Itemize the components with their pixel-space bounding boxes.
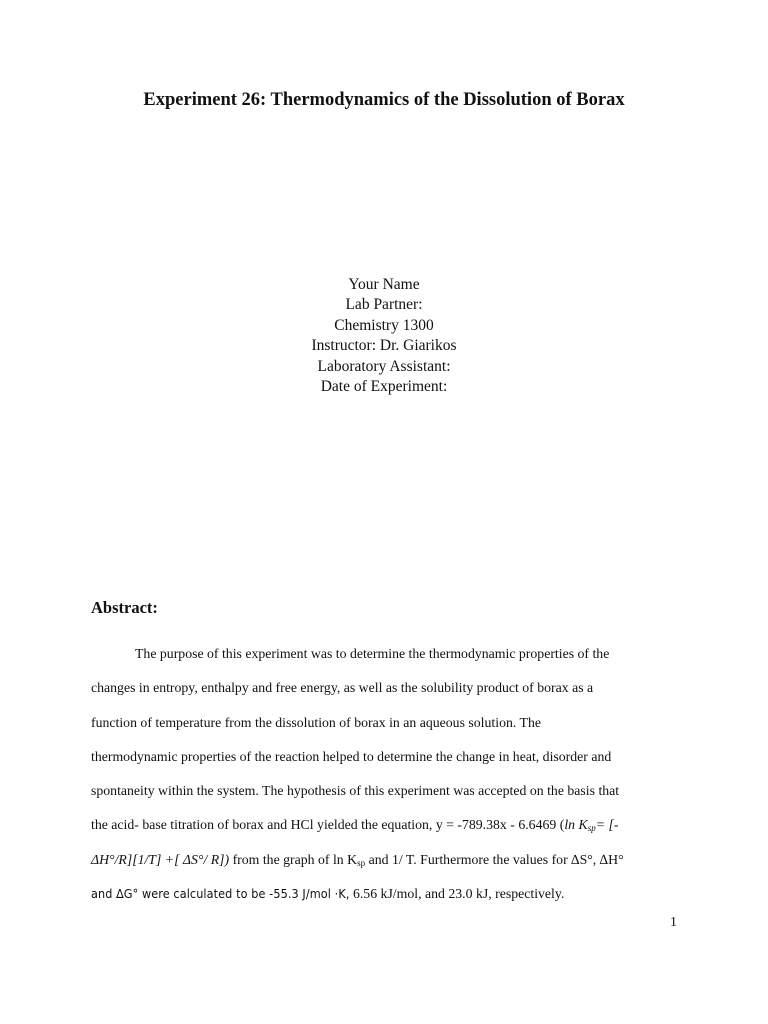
equation-text: ΔH°/R][1/T] +[ ΔS°/ R]) xyxy=(91,851,230,867)
abstract-paragraph xyxy=(91,637,687,911)
equation-bracket: = [- xyxy=(595,817,619,833)
abstract-line: changes in entropy, enthalpy and free energy, as well as the solubility product of borax as a xyxy=(91,680,594,696)
page-number: 1 xyxy=(670,915,677,930)
equation-text xyxy=(564,817,618,832)
abstract-text: the acid- base titration of borax and HCl yielded the equation, y = -789.38x - 6.6469 ( xyxy=(91,817,565,833)
abstract-line-results xyxy=(91,877,687,911)
info-line-instructor: Instructor: Dr. Giarikos xyxy=(311,337,457,355)
info-line-name: Your Name xyxy=(348,276,420,293)
equation-ln-k: ln K xyxy=(564,817,588,833)
abstract-text: 6.56 kJ/mol, and 23.0 kJ, respectively. xyxy=(349,886,565,902)
abstract-line: spontaneity within the system. The hypothesis of this experiment was accepted on the basis that xyxy=(91,783,620,799)
info-line-lab-assistant: Laboratory Assistant: xyxy=(317,357,451,375)
abstract-line-equation-cont xyxy=(91,843,687,877)
document-title: Experiment 26: Thermodynamics of the Dissolution of Borax xyxy=(143,90,625,110)
abstract-text: and 1/ T. Furthermore the values for ∆S°, ∆H° xyxy=(365,851,624,867)
info-line-course: Chemistry 1300 xyxy=(334,316,434,334)
abstract-text: from the graph of ln K xyxy=(229,851,358,867)
info-line-date: Date of Experiment: xyxy=(320,378,448,396)
abstract-line: The purpose of this experiment was to determine the thermodynamic properties of the xyxy=(135,646,610,661)
abstract-heading: Abstract: xyxy=(91,598,158,617)
info-line-lab-partner: Lab Partner: xyxy=(345,296,423,314)
author-info-block xyxy=(0,275,768,397)
abstract-text-sans: and ∆G° were calculated to be -55.3 J/mol ·K, xyxy=(91,886,350,902)
abstract-line-equation xyxy=(91,808,687,842)
ksp-subscript: sp xyxy=(357,857,366,868)
abstract-line: function of temperature from the dissolution of borax in an aqueous solution. The xyxy=(91,714,541,730)
abstract-line: thermodynamic properties of the reaction helped to determine the change in heat, disorder and xyxy=(91,748,612,764)
equation-subscript: sp xyxy=(587,823,596,834)
